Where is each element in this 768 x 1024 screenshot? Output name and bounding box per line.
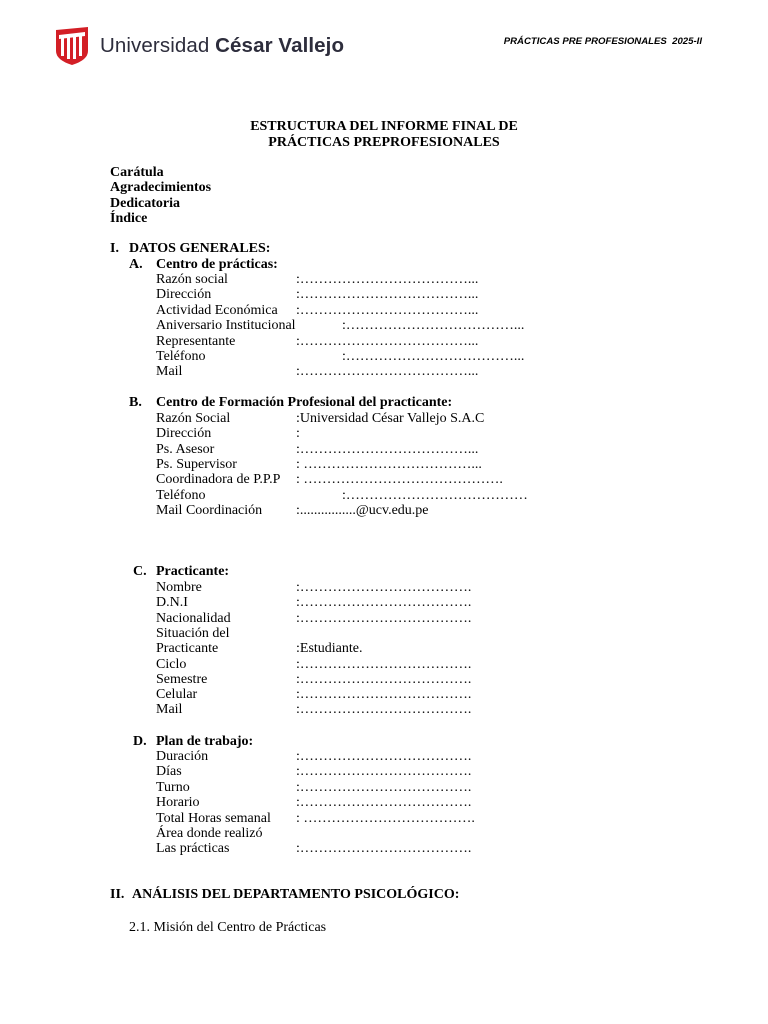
field-value: :………………………………. xyxy=(296,687,472,703)
front-matter-list xyxy=(110,165,211,226)
field-label: Área donde realizó xyxy=(156,826,263,841)
field-label: Razón social xyxy=(156,272,228,287)
front-matter-item: Dedicatoria xyxy=(110,195,180,211)
subsection-c-letter: C. xyxy=(133,564,147,579)
field-value: :………………………………… xyxy=(342,487,528,503)
field-value: :………………………………... xyxy=(296,333,479,349)
field-value: :Estudiante. xyxy=(296,641,363,657)
field-value: :………………………………. xyxy=(296,841,472,857)
field-value: :Universidad César Vallejo S.A.C xyxy=(296,411,485,426)
field-label: D.N.I xyxy=(156,595,188,611)
field-label: Horario xyxy=(156,795,200,811)
subsection-a-letter: A. xyxy=(129,257,143,272)
field-label: Actividad Económica xyxy=(156,302,278,318)
field-value: :………………………………... xyxy=(296,364,479,380)
field-value: :………………………………. xyxy=(296,671,472,687)
field-value: : ………………………………... xyxy=(296,456,482,472)
field-label: Semestre xyxy=(156,671,208,687)
field-label: Ps. Supervisor xyxy=(156,456,237,472)
field-value: :………………………………. xyxy=(296,702,472,718)
field-label: Teléfono xyxy=(156,487,206,503)
title-line-2: PRÁCTICAS PREPROFESIONALES xyxy=(268,134,500,150)
field-label: Coordinadora de P.P.P xyxy=(156,472,281,488)
field-label: Total Horas semanal xyxy=(156,810,271,826)
field-label: Mail Coordinación xyxy=(156,502,263,518)
field-label: Turno xyxy=(156,779,190,795)
field-label: Nombre xyxy=(156,580,202,595)
title-line-1: ESTRUCTURA DEL INFORME FINAL DE xyxy=(250,119,518,134)
field-value: :………………………………... xyxy=(342,349,525,364)
subsection-b-title: Centro de Formación Profesional del practicante: xyxy=(156,395,453,410)
field-label: Celular xyxy=(156,687,198,703)
field-label: Situación del xyxy=(156,625,230,641)
field-value: : xyxy=(296,426,300,442)
field-value: :………………………………. xyxy=(296,764,472,780)
field-value: :………………………………. xyxy=(296,795,472,811)
field-label: Teléfono xyxy=(156,349,206,364)
field-label: Representante xyxy=(156,333,236,349)
field-label: Practicante xyxy=(156,641,219,657)
field-label: Nacionalidad xyxy=(156,610,231,626)
section-2-item: 2.1. Misión del Centro de Prácticas xyxy=(129,920,327,935)
field-label: Duración xyxy=(156,749,209,764)
field-label: Días xyxy=(156,764,182,780)
field-value: :………………………………. xyxy=(296,610,472,626)
field-value: :………………………………. xyxy=(296,749,472,764)
front-matter-item: Índice xyxy=(110,210,148,226)
field-value: :………………………………... xyxy=(296,272,479,287)
field-label: Aniversario Institucional xyxy=(156,318,296,334)
document-title xyxy=(0,119,768,150)
field-value: :………………………………... xyxy=(342,318,525,334)
subsection-c-title: Practicante: xyxy=(156,564,230,579)
section-2-title: ANÁLISIS DEL DEPARTAMENTO PSICOLÓGICO: xyxy=(132,887,460,902)
field-label: Las prácticas xyxy=(156,841,230,857)
field-value: :………………………………... xyxy=(296,302,479,318)
subsection-b-letter: B. xyxy=(129,395,142,410)
field-label: Ciclo xyxy=(156,656,187,672)
field-label: Mail xyxy=(156,702,183,718)
field-value: :................@ucv.edu.pe xyxy=(296,502,429,518)
subsection-d-letter: D. xyxy=(133,734,147,749)
field-value: :………………………………. xyxy=(296,595,472,611)
university-logo xyxy=(55,27,344,65)
university-shield-icon xyxy=(55,27,89,65)
field-label: Ps. Asesor xyxy=(156,441,215,457)
field-label: Razón Social xyxy=(156,411,231,426)
subsection-a-title: Centro de prácticas: xyxy=(156,257,278,272)
front-matter-item: Agradecimientos xyxy=(110,180,212,196)
section-2-number: II. xyxy=(110,887,125,902)
field-value: : ……………………………………. xyxy=(296,472,503,488)
front-matter-item: Carátula xyxy=(110,165,164,180)
field-value: :………………………………. xyxy=(296,656,472,672)
field-value: :………………………………... xyxy=(296,441,479,457)
field-value: :………………………………. xyxy=(296,580,472,595)
field-value: :………………………………. xyxy=(296,779,472,795)
section-1-number: I. xyxy=(110,241,119,256)
field-value: :………………………………... xyxy=(296,287,479,303)
header-course-label: PRÁCTICAS PRE PROFESIONALES 2025-II xyxy=(503,36,702,47)
section-1-title: DATOS GENERALES: xyxy=(129,241,271,256)
field-value: : ………………………………. xyxy=(296,810,475,826)
field-label: Dirección xyxy=(156,426,212,442)
field-label: Mail xyxy=(156,364,183,380)
subsection-d-title: Plan de trabajo: xyxy=(156,734,254,749)
university-name: Universidad César Vallejo xyxy=(100,34,345,57)
field-label: Dirección xyxy=(156,287,212,303)
